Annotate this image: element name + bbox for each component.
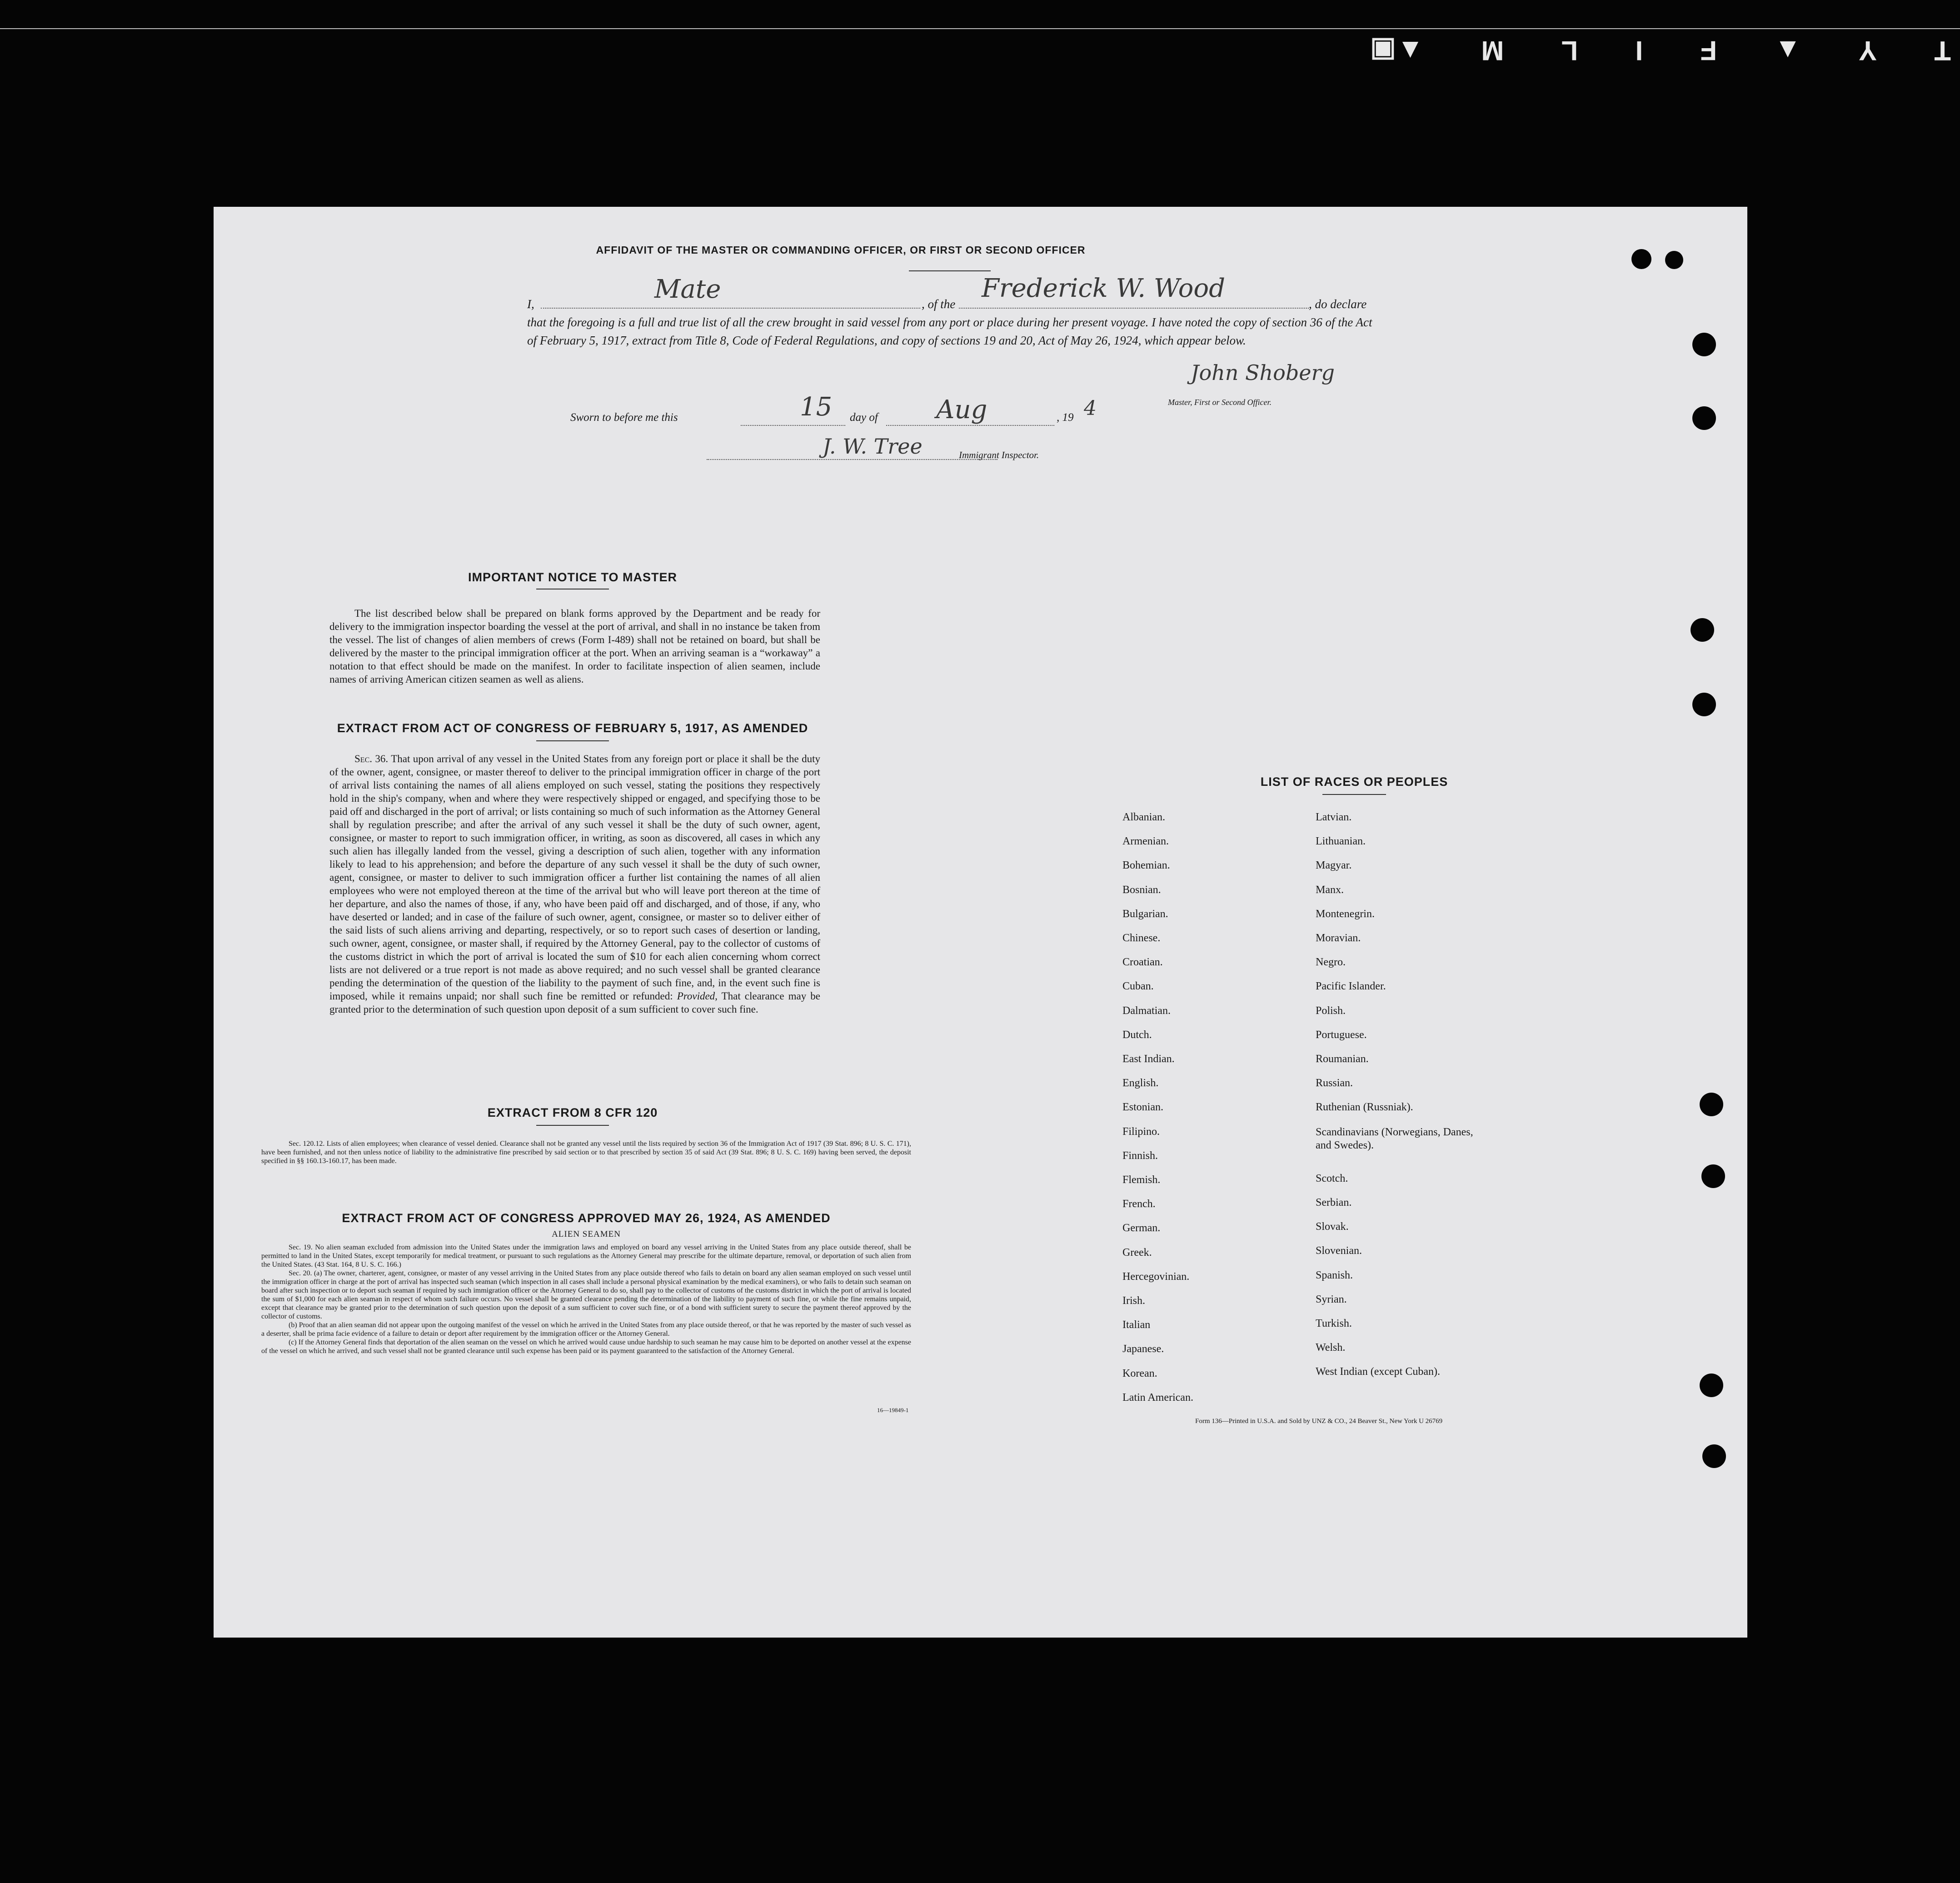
year-prefix: , 19 xyxy=(1057,411,1074,424)
film-letter: ▲ xyxy=(1773,35,1801,66)
day-dotted-line xyxy=(741,425,845,426)
title-rule xyxy=(909,270,991,271)
document-page xyxy=(214,207,1747,1638)
race-item: Italian xyxy=(1122,1319,1151,1331)
printer-line: Form 136—Printed in U.S.A. and Sold by UNZ & CO., 24 Beaver St., New York U 26769 xyxy=(1195,1418,1443,1425)
race-item: Dalmatian. xyxy=(1122,1004,1171,1017)
affidavit-title: AFFIDAVIT OF THE MASTER OR COMMANDING OFFICER, OR FIRST OR SECOND OFFICER xyxy=(596,244,1086,256)
punch-hole xyxy=(1692,333,1716,356)
race-item: Filipino. xyxy=(1122,1125,1160,1138)
sec-20c-text: (c) If the Attorney General finds that deportation of the alien seaman on the vessel on which he arrived would cause undue hardship to such seaman he may cause him to be deported on another vessel at the expense of the vessel on which he arrived, and such vessel shall not be granted clearance until such expense has been paid or its payment guaranteed to the satisfaction of the Attorney General. xyxy=(261,1339,911,1355)
race-item: East Indian. xyxy=(1122,1053,1175,1065)
film-top-line xyxy=(0,28,1960,29)
alien-seamen-subtitle: ALIEN SEAMEN xyxy=(552,1229,621,1239)
film-letter: ▲▣ xyxy=(1369,36,1424,66)
film-letter: L xyxy=(1560,35,1578,66)
vessel-handwritten: Frederick W. Wood xyxy=(982,274,1225,303)
inspector-label: Immigrant Inspector. xyxy=(959,450,1039,460)
do-declare-label: , do declare xyxy=(1309,297,1367,311)
extract-1924-text xyxy=(261,1243,911,1355)
races-left-column xyxy=(1122,811,1313,1402)
day-handwritten: 15 xyxy=(800,392,833,422)
film-strip-lettering xyxy=(1369,37,1951,65)
race-item: Bohemian. xyxy=(1122,859,1170,872)
race-item: Manx. xyxy=(1316,884,1344,896)
race-item: Slovak. xyxy=(1316,1221,1349,1233)
cfr-title: EXTRACT FROM 8 CFR 120 xyxy=(487,1106,658,1119)
race-item: Scotch. xyxy=(1316,1172,1348,1184)
race-item: Ruthenian (Russniak). xyxy=(1316,1101,1413,1114)
punch-hole xyxy=(1631,249,1651,269)
race-item: Dutch. xyxy=(1122,1029,1152,1041)
cfr-text: Sec. 120.12. Lists of alien employees; when clearance of vessel denied. Clearance shall not be granted any vessel until the lists required by section 36 of the Immigration Act of 1917 (39 Stat. 896; 8 U. S. C. 171), have been furnished, and not then unless notice of liability to the administrative fine prescribed by said section or to that prescribed by section 35 of said Act (39 Stat. 896; 8 U. S. C. 169) having been served, the deposit specified in §§ 160.13-160.17, has been made. xyxy=(261,1140,911,1165)
extract-1917-text xyxy=(329,752,820,1016)
race-item: Greek. xyxy=(1122,1246,1152,1259)
race-item: Flemish. xyxy=(1122,1174,1161,1186)
race-item: Finnish. xyxy=(1122,1149,1158,1162)
film-letter: M xyxy=(1480,35,1504,66)
notice-text: The list described below shall be prepared on blank forms approved by the Department and be ready for delivery to the immigration inspector boarding the vessel at the port of arrival, and shall in no instance be taken from the vessel. The list of changes of alien members of crews (Form I-489) shall not be retained on board, but shall be delivered by the master to the principal immigration officer at the port. When an arriving seaman is a “workaway” a notation to that effect should be made on the manifest. In order to facilitate inspection of alien seamen, include names of arriving American citizen seamen as well as aliens. xyxy=(329,608,820,685)
film-letter: Y xyxy=(1858,35,1877,66)
race-item: Moravian. xyxy=(1316,932,1361,944)
race-item: Cuban. xyxy=(1122,980,1154,993)
year-handwritten: 4 xyxy=(1084,397,1097,420)
race-item: Scandinavians (Norwegians, Danes, and Swedes). xyxy=(1316,1126,1473,1151)
punch-hole xyxy=(1700,1374,1723,1397)
master-label: Master, First or Second Officer. xyxy=(1168,398,1272,407)
race-item: Irish. xyxy=(1122,1295,1145,1307)
race-item: English. xyxy=(1122,1077,1159,1089)
race-item: Portuguese. xyxy=(1316,1029,1367,1041)
month-handwritten: Aug xyxy=(936,395,987,425)
master-signature: John Shoberg xyxy=(1191,360,1335,385)
vessel-dotted-line xyxy=(959,308,1309,309)
sec-19-text: Sec. 19. No alien seaman excluded from admission into the United States under the immigration laws and employed on board any vessel arriving in the United States from any place outside thereof, shall be permitted to land in the United States, except temporarily for medical treatment, or pursuant to such regulations as the Attorney General may prescribe for the ultimate departure, removal, or deportation of such alien from the United States. (43 Stat. 164, 8 U. S. C. 166.) xyxy=(261,1244,911,1269)
sworn-label: Sworn to before me this xyxy=(570,411,678,424)
sec-36-body: That upon arrival of any vessel in the United States from any foreign port or place it shall be the duty of the owner, agent, consignee, or master thereof to deliver to the principal immigration officer in charge of the port of arrival lists containing the names of all aliens employed on such vessel, stating the positions they respectively hold in the ship's company, when and where they were respectively shipped or engaged, and specifying those to be paid off and discharged in the port of arrival; or lists containing so much of such information as the Attorney General shall by regulation prescribe; and after the arrival of any such vessel it shall be the duty of such owner, agent, consignee, or master to report to such immigration officer, in writing, as soon as discovered, all cases in which any such alien has illegally landed from the vessel, giving a description of such alien, together with any information likely to lead to his apprehension; and before the departure of any such vessel it shall be the duty of such owner, agent, consignee, or master to deliver to such immigration officer a further list containing the names of all alien employees who were not employed thereon at the time of the arrival but who will leave port thereon at the time of her departure, and also the names of those, if any, who have been paid off and discharged, and of those, if any, who have deserted or landed; and in case of the failure of such owner, agent, consignee, or master so to deliver either of the said lists of such aliens arriving and departing, respectively, or so to report such cases of desertion or landing, such owner, agent, consignee, or master shall, if required by the Attorney General, pay to the collector of customs of the customs district in which the port of arrival is located the sum of $10 for each alien concerning whom correct lists are not delivered or a true report is not made as above required; and no such vessel shall be granted clearance pending the determination of the question of the liability to the payment of such fine, and, in the event such fine is imposed, while it remains unpaid; nor shall such fine be remitted or refunded: xyxy=(329,753,820,1002)
race-item: Bulgarian. xyxy=(1122,908,1168,920)
race-item: Hercegovinian. xyxy=(1122,1270,1190,1283)
race-item: Slovenian. xyxy=(1316,1245,1362,1257)
extract-1917-title: EXTRACT FROM ACT OF CONGRESS OF FEBRUARY 5, 1917, AS AMENDED xyxy=(337,721,808,735)
race-item: Lithuanian. xyxy=(1316,835,1366,848)
race-item: Spanish. xyxy=(1316,1269,1353,1281)
punch-hole xyxy=(1691,618,1714,642)
race-item: Polish. xyxy=(1316,1004,1346,1017)
sec-36-label: Sec. 36. xyxy=(354,753,389,764)
provided-label: Provided, xyxy=(677,990,718,1002)
race-item: Negro. xyxy=(1316,956,1346,969)
race-item: West Indian (except Cuban). xyxy=(1316,1366,1440,1378)
race-item: French. xyxy=(1122,1198,1156,1210)
film-letter: F xyxy=(1699,35,1717,66)
punch-hole xyxy=(1702,1444,1726,1468)
sec-36-end: That clearance may be granted prior to the determination of such question upon deposit of a sum sufficient to cover such fine. xyxy=(329,990,820,1015)
punch-hole xyxy=(1700,1093,1723,1116)
race-item: Croatian. xyxy=(1122,956,1163,969)
notice-title: IMPORTANT NOTICE TO MASTER xyxy=(468,570,677,584)
punch-hole xyxy=(1692,693,1716,716)
races-rule xyxy=(1322,794,1386,795)
race-item: Chinese. xyxy=(1122,932,1161,944)
race-item: German. xyxy=(1122,1222,1161,1234)
race-item: Latin American. xyxy=(1122,1391,1193,1404)
race-item: Roumanian. xyxy=(1316,1053,1369,1065)
name-dotted-line xyxy=(541,308,920,309)
race-item: Albanian. xyxy=(1122,811,1165,823)
month-dotted-line xyxy=(886,425,1054,426)
sec-20b-text: (b) Proof that an alien seaman did not appear upon the outgoing manifest of the vessel on which he arrived in the United States from any place outside thereof, or that he was reported by the master of such vessel as a deserter, shall be prima facie evidence of a failure to detain or deport after requirement by the immigration officer or the Attorney General. xyxy=(261,1321,911,1338)
i-label: I, xyxy=(527,297,534,311)
race-item: Montenegrin. xyxy=(1316,908,1375,920)
race-item: Armenian. xyxy=(1122,835,1169,848)
race-item: Magyar. xyxy=(1316,859,1352,872)
inspector-dotted-line xyxy=(707,459,997,460)
day-of-label: day of xyxy=(850,411,878,424)
inspector-signature: J. W. Tree xyxy=(823,434,923,459)
race-item: Estonian. xyxy=(1122,1101,1163,1114)
affidavit-declaration: that the foregoing is a full and true list of all the crew brought in said vessel from any port or place during her present voyage. I have noted the copy of section 36 of the Act of February 5, 1917, extract from Title 8, Code of Federal Regulations, and copy of sections 19 and 20, Act of May 26, 1924, which appear below. xyxy=(527,315,1372,347)
punch-hole xyxy=(1692,406,1716,430)
race-item: Russian. xyxy=(1316,1077,1353,1089)
film-letter: I xyxy=(1634,35,1643,66)
race-item: Pacific Islander. xyxy=(1316,980,1386,993)
race-item: Latvian. xyxy=(1316,811,1352,823)
race-item: Syrian. xyxy=(1316,1293,1347,1305)
extract-1924-title: EXTRACT FROM ACT OF CONGRESS APPROVED MAY 26, 1924, AS AMENDED xyxy=(342,1211,831,1225)
film-letter: T xyxy=(1933,35,1951,66)
race-item: Korean. xyxy=(1122,1367,1157,1379)
punch-hole xyxy=(1665,251,1683,269)
race-item: Bosnian. xyxy=(1122,884,1161,896)
form-code: 16—19849-1 xyxy=(877,1407,909,1413)
races-right-column xyxy=(1316,811,1506,1402)
punch-hole xyxy=(1701,1164,1725,1188)
race-item: Serbian. xyxy=(1316,1197,1352,1209)
races-title: LIST OF RACES OR PEOPLES xyxy=(1260,775,1448,789)
sec-20a-text: Sec. 20. (a) The owner, charterer, agent, consignee, or master of any vessel arriving in the United States from any place outside thereof who fails to detain on board any alien seaman employed on such vessel until the immigration officer in charge at the port of arrival has inspected such seaman (which inspection in all cases shall include a personal physical examination by the medical examiners), or who fails to detain such seaman on board after such inspection or to deport such seaman if required by such immigration officer or the Attorney General to do so, shall pay to the collector of customs of the customs district in which the port of arrival is located the sum of $1,000 for each alien seaman in respect of whom such failure occurs. No vessel shall be granted clearance pending the determination of the liability to payment of such fine, or while the fine remains unpaid, except that clearance may be granted prior to the determination of such question upon the deposit of a sum sufficient to cover such fine, or of a bond with sufficient surety to secure the payment thereof approved by the collector of customs. xyxy=(261,1269,911,1320)
cfr-rule xyxy=(536,1125,609,1126)
of-the-label: , of the xyxy=(922,297,956,311)
race-item: Japanese. xyxy=(1122,1343,1164,1355)
race-item: Welsh. xyxy=(1316,1342,1346,1354)
affidavit-name-line xyxy=(527,274,1377,312)
name-handwritten: Mate xyxy=(654,275,721,304)
extract-1917-rule xyxy=(536,740,609,741)
race-item: Turkish. xyxy=(1316,1318,1352,1329)
